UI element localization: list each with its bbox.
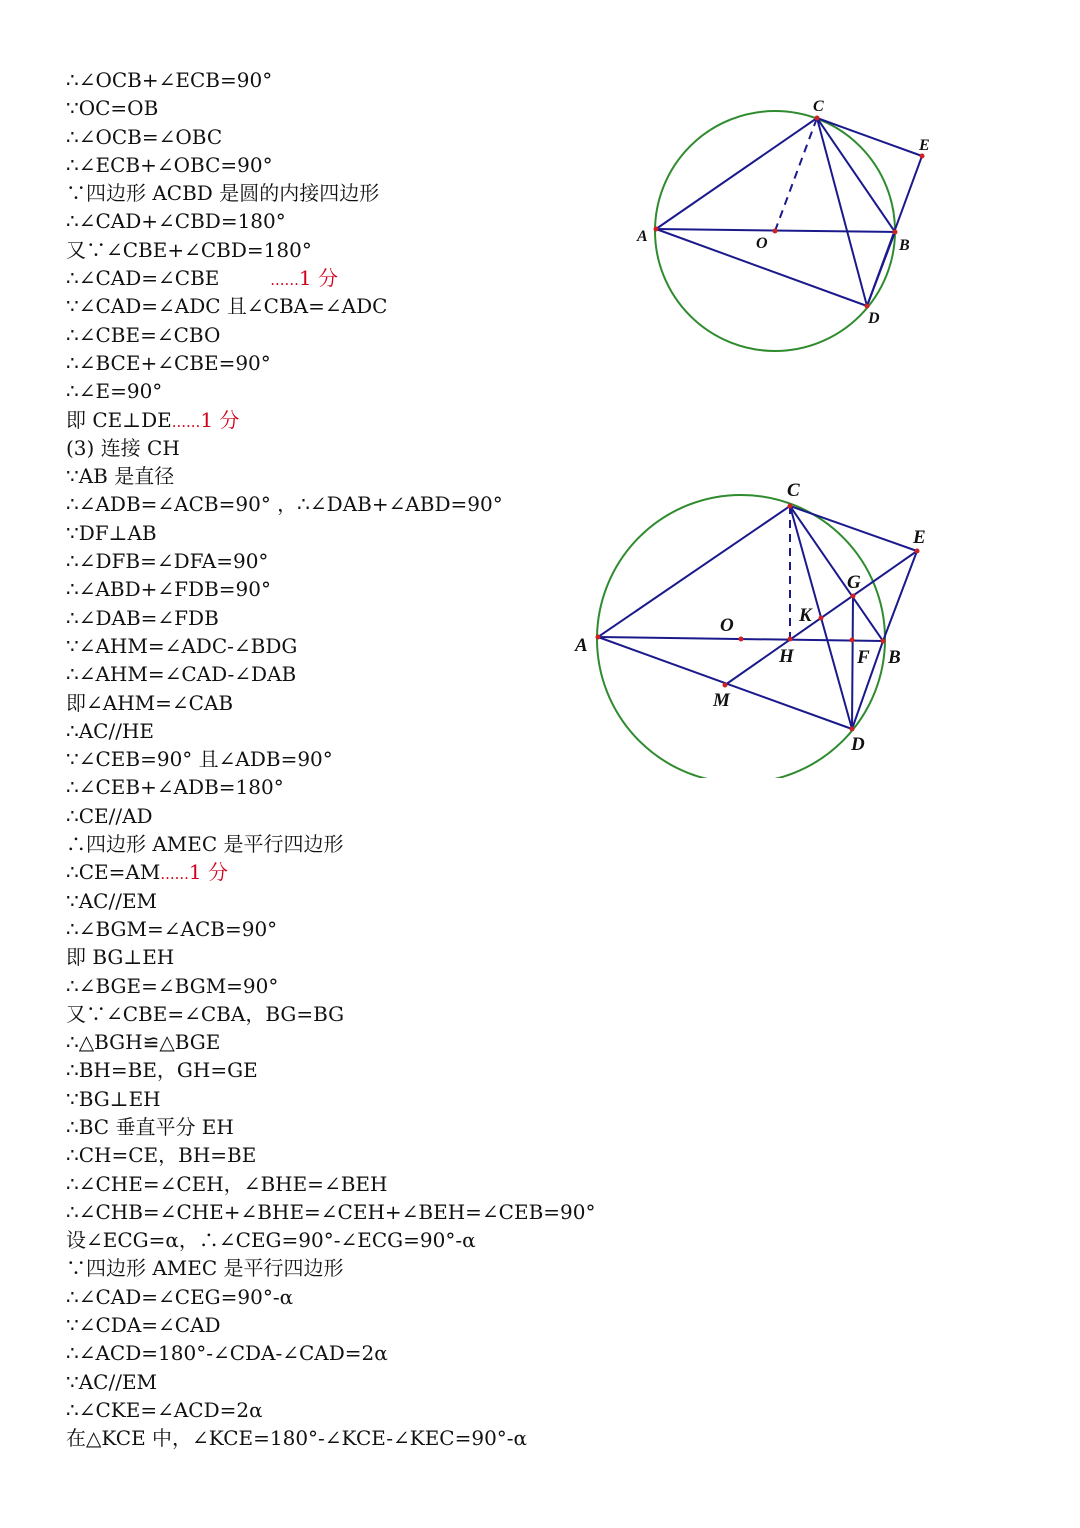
proof-line [66, 434, 626, 462]
proof-line [66, 1254, 626, 1282]
proof-line-text: ∴四边形 AMEC 是平行四边形 [66, 832, 344, 857]
point-E [915, 549, 920, 554]
proof-line-text: ∴∠DAB=∠FDB [66, 605, 219, 630]
point-D [865, 304, 870, 309]
label-C: C [813, 98, 824, 115]
point-O [773, 229, 778, 234]
proof-line-text: ∴∠BCE+∠CBE=90° [66, 350, 271, 375]
proof-line [66, 1396, 626, 1424]
segment-BD [867, 232, 895, 306]
proof-line [66, 1424, 626, 1452]
point-C [815, 116, 820, 121]
proof-line-text: ∵DF⊥AB [66, 520, 157, 545]
point-K [819, 616, 824, 621]
proof-line-text: ∴CE//AD [66, 803, 153, 828]
proof-line [66, 123, 626, 151]
score-gap [219, 266, 270, 290]
proof-line-text: 即∠AHM=∠CAB [66, 690, 234, 715]
proof-line [66, 207, 626, 235]
proof-line-text: ∵∠CAD=∠ADC 且∠CBA=∠ADC [66, 294, 388, 319]
proof-line-text: 又∵∠CBE+∠CBD=180° [66, 237, 312, 262]
figure-1 [630, 90, 950, 360]
label-B: B [888, 647, 901, 668]
score-mark [160, 860, 228, 884]
label-A: A [637, 228, 648, 245]
proof-line [66, 1368, 626, 1396]
proof-line-text: 即 BG⊥EH [66, 945, 175, 970]
proof-line [66, 1085, 626, 1113]
proof-line-text: ∴∠BGE=∠BGM=90° [66, 973, 279, 998]
label-B: B [899, 237, 910, 254]
proof-line-text: ∵∠AHM=∠ADC-∠BDG [66, 633, 298, 658]
proof-line-text: ∴∠OCB=∠OBC [66, 124, 223, 149]
label-K: K [799, 605, 812, 626]
label-M: M [713, 690, 730, 711]
proof-line-text: ∴BC 垂直平分 EH [66, 1114, 234, 1139]
proof-line [66, 773, 626, 801]
proof-line-text: ∴∠CHE=∠CEH，∠BHE=∠BEH [66, 1171, 388, 1196]
proof-line [66, 490, 626, 518]
point-A [654, 227, 659, 232]
score-dots: ...... [270, 271, 299, 290]
score-dots: ...... [171, 412, 201, 431]
point-B [881, 639, 886, 644]
proof-line-text: ∴CH=CE，BH=BE [66, 1143, 257, 1168]
proof-line [66, 321, 626, 349]
point-G [851, 594, 856, 599]
proof-line [66, 802, 626, 830]
proof-line-text: ∵四边形 AMEC 是平行四边形 [66, 1256, 344, 1281]
proof-line-text: ∴∠ECB+∠OBC=90° [66, 152, 273, 177]
segment-AC [656, 118, 817, 229]
proof-line-text: 设∠ECG=α，∴∠CEG=90°-∠ECG=90°-α [66, 1228, 476, 1253]
proof-line [66, 1311, 626, 1339]
proof-line [66, 972, 626, 1000]
point-B [893, 230, 898, 235]
score-value: 1 分 [188, 860, 229, 885]
proof-line-text: ∴△BGH≌△BGE [66, 1030, 221, 1055]
proof-line-text: ∵AC//EM [66, 1369, 158, 1394]
proof-line [66, 292, 626, 320]
proof-line-text: ∵∠CDA=∠CAD [66, 1313, 221, 1338]
proof-line-text: ∴∠CAD+∠CBD=180° [66, 209, 286, 234]
proof-lines [66, 66, 626, 1453]
label-C: C [787, 480, 800, 501]
proof-line-text: 又∵∠CBE=∠CBA，BG=BG [66, 1001, 345, 1026]
proof-line-text: ∴∠AHM=∠CAD-∠DAB [66, 662, 297, 687]
label-D: D [851, 734, 865, 755]
proof-line-text: (3) 连接 CH [66, 435, 180, 460]
segment-CE [790, 506, 917, 551]
proof-line-text: ∵AC//EM [66, 888, 158, 913]
proof-line-text: ∴∠ABD+∠FDB=90° [66, 577, 271, 602]
point-D [850, 727, 855, 732]
proof-line-text: ∴∠CAD=∠CBE [66, 266, 220, 291]
proof-line-text: ∵∠CEB=90° 且∠ADB=90° [66, 747, 333, 772]
proof-line [66, 406, 626, 434]
proof-line-text: ∴∠OCB+∠ECB=90° [66, 68, 273, 92]
proof-line-text: ∴∠ADB=∠ACB=90° ，∴∠DAB+∠ABD=90° [66, 492, 503, 517]
proof-line-text: ∵OC=OB [66, 96, 159, 121]
point-F [850, 638, 855, 643]
proof-line [66, 519, 626, 547]
label-E: E [919, 137, 930, 154]
label-G: G [847, 572, 861, 593]
score-dots: ...... [160, 865, 189, 884]
proof-line [66, 377, 626, 405]
proof-line [66, 717, 626, 745]
segment-OC-dashed [775, 118, 817, 231]
proof-line-text: ∴∠CAD=∠CEG=90°-α [66, 1284, 294, 1309]
proof-line [66, 1226, 626, 1254]
point-C [788, 504, 793, 509]
proof-line [66, 915, 626, 943]
proof-line [66, 604, 626, 632]
proof-line [66, 830, 626, 858]
proof-line-text: ∴∠CBE=∠CBO [66, 322, 221, 347]
label-H: H [779, 646, 794, 667]
score-value: 1 分 [200, 407, 240, 432]
proof-line [66, 660, 626, 688]
proof-line [66, 575, 626, 603]
proof-line-text: ∴∠BGM=∠ACB=90° [66, 916, 278, 941]
label-D: D [868, 310, 880, 327]
proof-line [66, 66, 626, 94]
proof-line-text: ∴∠CHB=∠CHE+∠BHE=∠CEH+∠BEH=∠CEB=90° [66, 1199, 596, 1224]
proof-line [66, 1028, 626, 1056]
proof-line-text: ∴AC//HE [66, 718, 154, 743]
label-A: A [575, 635, 588, 656]
proof-line-text: ∴∠ACD=180°-∠CDA-∠CAD=2α [66, 1341, 388, 1366]
segment-AC [598, 506, 790, 637]
proof-line [66, 1198, 626, 1226]
proof-line [66, 689, 626, 717]
proof-line [66, 179, 626, 207]
segment-EB [883, 551, 917, 641]
proof-line [66, 1000, 626, 1028]
segment-CE [817, 118, 922, 156]
proof-line [66, 1170, 626, 1198]
proof-line [66, 632, 626, 660]
proof-line [66, 94, 626, 122]
label-O: O [720, 615, 734, 636]
proof-line-text: ∵BG⊥EH [66, 1086, 161, 1111]
figure-2 [570, 478, 950, 778]
score-mark [270, 266, 338, 290]
proof-line-text: ∴∠CKE=∠ACD=2α [66, 1397, 263, 1422]
proof-line [66, 349, 626, 377]
proof-line-text: 在△KCE 中，∠KCE=180°-∠KCE-∠KEC=90°-α [66, 1426, 528, 1451]
proof-line [66, 1283, 626, 1311]
segment-CB [817, 118, 895, 232]
proof-line-text: 即 CE⊥DE [66, 407, 172, 432]
score-mark [172, 408, 240, 432]
proof-line-text: ∵AB 是直径 [66, 464, 175, 489]
proof-line-text: ∴∠CEB+∠ADB=180° [66, 775, 284, 800]
point-A [596, 635, 601, 640]
point-M [723, 683, 728, 688]
point-E [920, 154, 925, 159]
proof-line [66, 858, 626, 886]
proof-line [66, 745, 626, 773]
score-value: 1 分 [298, 266, 338, 291]
label-F: F [857, 647, 870, 668]
proof-line-text: ∵四边形 ACBD 是圆的内接四边形 [66, 181, 380, 206]
proof-line [66, 462, 626, 490]
label-O: O [756, 235, 768, 252]
proof-line [66, 1056, 626, 1084]
proof-line-text: ∴∠E=90° [66, 379, 163, 404]
label-E: E [913, 527, 926, 548]
proof-line [66, 151, 626, 179]
point-H [788, 637, 793, 642]
proof-line [66, 1141, 626, 1169]
proof-line-text: ∴BH=BE，GH=GE [66, 1058, 258, 1083]
proof-line [66, 943, 626, 971]
proof-line-text: ∴∠DFB=∠DFA=90° [66, 549, 269, 574]
proof-line [66, 887, 626, 915]
point-O [739, 637, 744, 642]
proof-line [66, 547, 626, 575]
proof-line [66, 1339, 626, 1367]
segment-GD [852, 596, 853, 729]
proof-line [66, 1113, 626, 1141]
proof-line [66, 264, 626, 292]
proof-line [66, 236, 626, 264]
proof-line-text: ∴CE=AM [66, 860, 161, 885]
